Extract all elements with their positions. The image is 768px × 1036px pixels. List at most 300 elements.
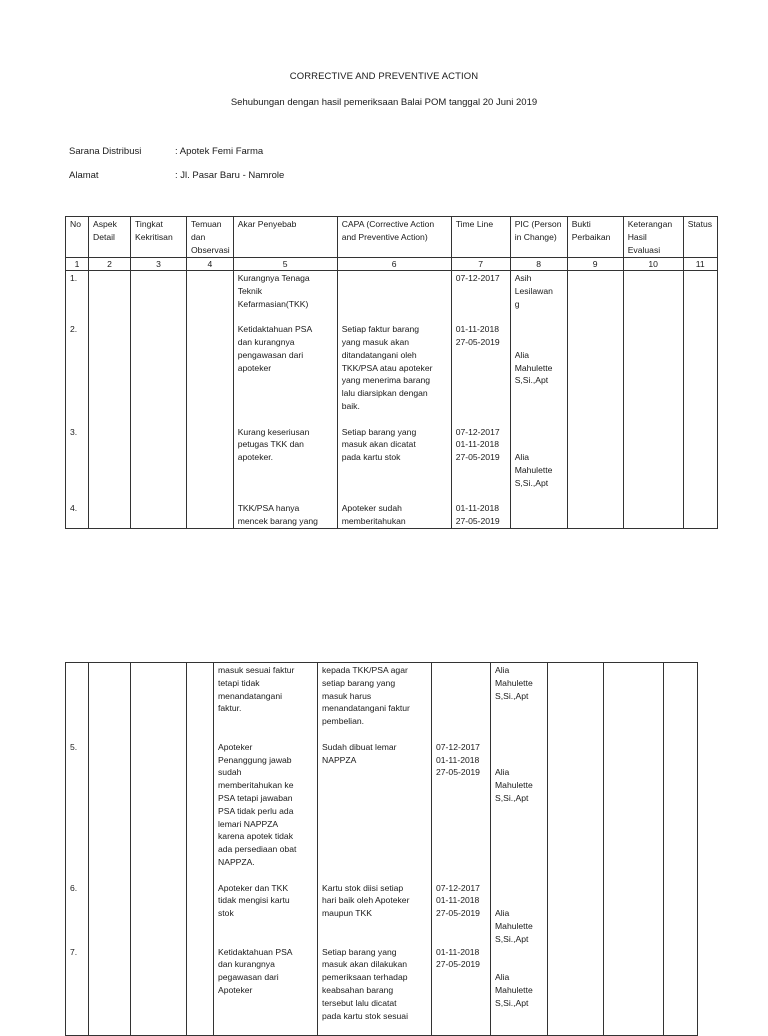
column-number: 10 <box>623 258 683 271</box>
header-cell: Keterangan Hasil Evaluasi <box>623 217 683 258</box>
cell-line: NAPPZA. <box>218 856 255 867</box>
cell-line <box>495 702 544 715</box>
cell-line <box>456 400 507 413</box>
header-cell: PIC (Person in Change) <box>510 217 567 258</box>
capa-table-page-1 <box>65 216 718 529</box>
cell-line <box>436 792 487 805</box>
cell-line <box>322 728 428 741</box>
cell-line: PSA tidak perlu ada <box>218 805 294 816</box>
document-title: CORRECTIVE AND PREVENTIVE ACTION <box>289 71 479 82</box>
cell-line <box>218 1010 314 1023</box>
cell-line <box>495 958 544 971</box>
cell-line <box>238 490 334 503</box>
cell-line <box>70 894 85 907</box>
table-row <box>66 663 698 1036</box>
cell-line <box>436 805 487 818</box>
cell-line: Kurang keseriusan <box>237 426 310 437</box>
cell-line <box>70 920 85 933</box>
cell-line: tersebut lalu dicatat <box>322 997 397 1008</box>
cell-line <box>322 843 428 856</box>
cell-line: Kefarmasian(TKK) <box>237 298 309 309</box>
cell-line <box>515 413 564 426</box>
document-subtitle: Sehubungan dengan hasil pemeriksaan Balai POM tanggal 20 Juni 2019 <box>230 97 538 108</box>
cell-line: hari baik oleh Apoteker <box>322 895 410 906</box>
bukti-cell <box>548 663 604 1036</box>
cell-line: S,Si.,Apt <box>514 375 549 386</box>
cell-line: pada kartu stok <box>341 452 401 463</box>
cell-line <box>495 818 544 831</box>
cell-line <box>238 413 334 426</box>
cell-line: dan kurangnya <box>218 959 275 970</box>
cell-line: Alia <box>495 972 510 983</box>
cell-line <box>218 920 314 933</box>
cell-line <box>238 387 334 400</box>
cell-line <box>436 984 487 997</box>
cell-line: masuk akan dilakukan <box>322 959 408 970</box>
column-number: 1 <box>66 258 89 271</box>
info-row-alamat <box>69 170 284 181</box>
cell-line: S,Si.,Apt <box>495 690 529 701</box>
cell-line: setiap barang yang <box>322 677 396 688</box>
cell-line <box>436 677 487 690</box>
bukti-cell <box>567 271 623 529</box>
cell-line <box>436 1010 487 1023</box>
cell-line <box>70 464 85 477</box>
cell-line <box>342 464 448 477</box>
cell-line: ditandatangani oleh <box>341 349 417 360</box>
cell-line <box>456 413 507 426</box>
cell-line <box>515 387 564 400</box>
cell-line <box>495 830 544 843</box>
cell-line: masuk harus <box>322 690 372 701</box>
cell-line <box>70 715 85 728</box>
cell-line <box>456 374 507 387</box>
column-number: 8 <box>510 258 567 271</box>
status-cell <box>664 663 698 1036</box>
cell-line: Alia <box>495 908 510 919</box>
cell-line: Apoteker dan TKK <box>218 882 289 893</box>
cell-line <box>70 477 85 490</box>
header-cell: Akar Penyebab <box>233 217 337 258</box>
cell-line <box>70 830 85 843</box>
cell-line <box>218 869 314 882</box>
cell-line <box>495 741 544 754</box>
cell-line <box>322 869 428 882</box>
cell-line <box>238 477 334 490</box>
cell-line <box>238 310 334 323</box>
cell-line <box>322 818 428 831</box>
cell-line <box>456 490 507 503</box>
cell-line: Apoteker <box>218 741 253 752</box>
cell-line <box>495 894 544 907</box>
column-number: 9 <box>567 258 623 271</box>
cell-line: Mahulette <box>514 464 553 475</box>
cell-line: mencek barang yang <box>237 516 318 527</box>
cell-line <box>218 1022 314 1035</box>
cell-line: Kurangnya Tenaga <box>237 273 310 283</box>
cell-line: baik. <box>341 400 360 411</box>
cell-line: yang masuk akan <box>341 336 410 347</box>
cell-line: 2. <box>70 324 78 335</box>
cell-line <box>70 907 85 920</box>
cell-line <box>495 1010 544 1023</box>
cell-line: pengawasan dari <box>237 349 304 360</box>
cell-line: lemari NAPPZA <box>218 818 279 829</box>
pic-cell <box>510 271 567 529</box>
cell-line <box>70 349 85 362</box>
cell-line <box>322 805 428 818</box>
cell-line <box>495 728 544 741</box>
cell-line <box>70 779 85 792</box>
column-number: 2 <box>89 258 131 271</box>
cell-line <box>436 843 487 856</box>
cell-line <box>70 1022 85 1035</box>
cell-line: 01-11-2018 <box>455 324 500 335</box>
cell-line: masuk sesuai faktur <box>218 665 295 675</box>
capa-table-page-2 <box>65 662 698 1036</box>
cell-line: 01-11-2018 <box>436 946 480 957</box>
cell-line <box>436 1022 487 1035</box>
header-cell: Aspek Detail <box>89 217 131 258</box>
cell-line <box>495 843 544 856</box>
cell-line <box>436 933 487 946</box>
cell-line <box>436 971 487 984</box>
capa-cell <box>318 663 432 1036</box>
cell-line: 5. <box>70 741 78 752</box>
cell-line <box>495 946 544 959</box>
cell-line: 4. <box>70 503 78 514</box>
cell-line <box>342 413 448 426</box>
cell-line <box>70 843 85 856</box>
cell-line: Apoteker sudah <box>341 503 402 514</box>
cell-line <box>436 664 487 677</box>
cell-line <box>70 400 85 413</box>
cell-line: Apoteker <box>218 984 253 995</box>
temuan-cell <box>187 271 234 529</box>
cell-line: g <box>514 298 520 309</box>
cell-line: 7. <box>70 946 78 957</box>
info-label: Sarana Distribusi <box>69 146 142 157</box>
cell-line <box>70 451 85 464</box>
cell-line: PSA tetapi jawaban <box>218 792 293 803</box>
cell-line: 27-05-2019 <box>455 336 500 347</box>
cell-line: 07-12-2017 <box>455 273 500 283</box>
cell-line <box>70 856 85 869</box>
cell-line <box>218 997 314 1010</box>
cell-line <box>436 818 487 831</box>
cell-line <box>456 362 507 375</box>
header-cell: Bukti Perbaikan <box>567 217 623 258</box>
cell-line <box>515 426 564 439</box>
cell-line: petugas TKK dan <box>237 439 304 450</box>
cell-line <box>322 779 428 792</box>
cell-line: TKK/PSA hanya <box>237 503 300 514</box>
table-row <box>66 271 718 529</box>
cell-line <box>70 754 85 767</box>
cell-line: kepada TKK/PSA agar <box>322 665 408 675</box>
cell-line <box>342 272 448 285</box>
cell-line: 07-12-2017 <box>436 741 480 752</box>
cell-line <box>70 387 85 400</box>
cell-line: Alia <box>495 665 510 675</box>
cell-line <box>342 298 448 311</box>
cell-line: faktur. <box>218 703 242 714</box>
cell-line <box>238 374 334 387</box>
cell-line <box>515 502 564 515</box>
cell-line: memberitahukan ke <box>218 780 294 791</box>
cell-line: stok <box>218 908 234 919</box>
cell-line <box>70 805 85 818</box>
cell-line <box>515 400 564 413</box>
cell-line <box>70 702 85 715</box>
cell-line: S,Si.,Apt <box>495 997 529 1008</box>
cell-line: Alia <box>495 767 510 778</box>
info-row-sarana <box>69 146 263 157</box>
cell-line <box>436 869 487 882</box>
cell-line <box>218 728 314 741</box>
cell-line <box>70 958 85 971</box>
cell-line: 3. <box>70 426 78 437</box>
akar-penyebab-cell <box>233 271 337 529</box>
header-cell: Temuan dan Observasi <box>187 217 234 258</box>
cell-line <box>456 310 507 323</box>
cell-line <box>70 336 85 349</box>
akar-penyebab-cell <box>214 663 318 1036</box>
cell-line <box>436 728 487 741</box>
cell-line: karena apotek tidak <box>218 831 294 842</box>
keterangan-cell <box>604 663 664 1036</box>
cell-line <box>70 285 85 298</box>
cell-line <box>495 869 544 882</box>
cell-line <box>70 374 85 387</box>
header-cell: Tingkat Kekritisan <box>131 217 187 258</box>
column-number: 7 <box>451 258 510 271</box>
cell-line <box>70 413 85 426</box>
column-number: 6 <box>337 258 451 271</box>
cell-line: 27-05-2019 <box>455 452 500 463</box>
cell-line <box>70 515 85 528</box>
cell-line: Mahulette <box>514 362 553 373</box>
cell-line: Ketidaktahuan PSA <box>237 324 313 335</box>
timeline-cell <box>451 271 510 529</box>
cell-line <box>70 766 85 779</box>
cell-line <box>70 310 85 323</box>
header-cell: Time Line <box>451 217 510 258</box>
cell-line: apoteker <box>237 362 272 373</box>
cell-line <box>515 438 564 451</box>
cell-line <box>436 779 487 792</box>
cell-line <box>70 677 85 690</box>
cell-line <box>436 715 487 728</box>
cell-line: 01-11-2018 <box>436 895 480 906</box>
status-cell <box>683 271 717 529</box>
cell-line: S,Si.,Apt <box>495 933 529 944</box>
cell-line <box>218 715 314 728</box>
cell-line <box>70 728 85 741</box>
cell-line: 01-11-2018 <box>455 439 500 450</box>
cell-line: 01-11-2018 <box>436 754 480 765</box>
cell-line <box>495 856 544 869</box>
no-cell <box>66 271 89 529</box>
cell-line: Penanggung jawab <box>218 754 292 765</box>
cell-line <box>70 818 85 831</box>
cell-line: Setiap barang yang <box>341 426 417 437</box>
cell-line <box>70 869 85 882</box>
cell-line <box>322 856 428 869</box>
header-cell: No <box>66 217 89 258</box>
cell-line <box>495 805 544 818</box>
cell-line <box>495 882 544 895</box>
cell-line: Mahulette <box>495 920 533 931</box>
cell-line <box>515 323 564 336</box>
cell-line <box>342 477 448 490</box>
cell-line: 01-11-2018 <box>455 503 500 514</box>
cell-line: S,Si.,Apt <box>495 792 529 803</box>
cell-line: tidak mengisi kartu <box>218 895 290 906</box>
cell-line <box>515 490 564 503</box>
cell-line <box>238 400 334 413</box>
cell-line <box>322 920 428 933</box>
info-value: : Jl. Pasar Baru - Namrole <box>175 170 285 181</box>
info-value: : Apotek Femi Farma <box>175 146 264 157</box>
cell-line <box>436 920 487 933</box>
capa-cell <box>337 271 451 529</box>
cell-line: Setiap barang yang <box>322 946 397 957</box>
cell-line: TKK/PSA atau apoteker <box>341 362 433 373</box>
cell-line: pembelian. <box>322 716 365 727</box>
cell-line: Teknik <box>237 285 263 296</box>
tingkat-cell <box>131 271 187 529</box>
cell-line: Ketidaktahuan PSA <box>218 946 293 957</box>
cell-line <box>342 490 448 503</box>
aspek-cell <box>89 663 131 1036</box>
cell-line <box>456 477 507 490</box>
cell-line <box>70 298 85 311</box>
cell-line: pada kartu stok sesuai <box>322 1010 408 1021</box>
cell-line: 1. <box>70 273 78 283</box>
cell-line <box>436 997 487 1010</box>
cell-line <box>238 464 334 477</box>
aspek-cell <box>89 271 131 529</box>
cell-line <box>456 285 507 298</box>
cell-line <box>495 715 544 728</box>
cell-line: menandatangani <box>218 690 283 701</box>
cell-line: yang menerima barang <box>341 375 431 386</box>
cell-line <box>515 515 564 528</box>
cell-line: dan kurangnya <box>237 336 295 347</box>
cell-line <box>70 490 85 503</box>
cell-line <box>70 362 85 375</box>
tingkat-cell <box>131 663 187 1036</box>
cell-line <box>436 830 487 843</box>
cell-line: 6. <box>70 882 78 893</box>
no-cell <box>66 663 89 1036</box>
table-header-row <box>66 217 718 258</box>
column-number: 4 <box>187 258 234 271</box>
cell-line: NAPPZA <box>322 754 357 765</box>
cell-line <box>70 438 85 451</box>
cell-line <box>342 310 448 323</box>
column-number-row <box>66 258 718 271</box>
cell-line: memberitahukan <box>341 516 406 527</box>
keterangan-cell <box>623 271 683 529</box>
cell-line <box>322 1022 428 1035</box>
cell-line <box>515 310 564 323</box>
header-cell: CAPA (Corrective Action and Preventive Action) <box>337 217 451 258</box>
cell-line <box>322 766 428 779</box>
cell-line <box>456 464 507 477</box>
cell-line: 27-05-2019 <box>436 767 480 778</box>
info-label: Alamat <box>69 170 99 181</box>
cell-line: S,Si.,Apt <box>514 477 549 488</box>
column-number: 11 <box>683 258 717 271</box>
cell-line: pemeriksaan terhadap <box>322 972 408 983</box>
cell-line: Kartu stok diisi setiap <box>322 882 404 893</box>
cell-line: pegawasan dari <box>218 972 279 983</box>
cell-line <box>436 856 487 869</box>
pic-cell <box>491 663 548 1036</box>
cell-line: 27-05-2019 <box>455 516 500 527</box>
cell-line <box>495 754 544 767</box>
cell-line <box>218 933 314 946</box>
cell-line <box>322 792 428 805</box>
cell-line <box>70 984 85 997</box>
cell-line <box>70 1010 85 1023</box>
cell-line: menandatangani faktur <box>322 703 410 714</box>
cell-line: lalu diarsipkan dengan <box>341 388 428 399</box>
cell-line <box>70 997 85 1010</box>
temuan-cell <box>187 663 214 1036</box>
cell-line: 27-05-2019 <box>436 959 480 970</box>
cell-line: maupun TKK <box>322 908 373 919</box>
cell-line: Mahulette <box>495 984 533 995</box>
cell-line <box>342 285 448 298</box>
cell-line: tetapi tidak <box>218 677 260 688</box>
cell-line: Mahulette <box>495 780 533 791</box>
cell-line <box>70 664 85 677</box>
cell-line: masuk akan dicatat <box>341 439 416 450</box>
cell-line: 27-05-2019 <box>436 908 480 919</box>
cell-line: keabsahan barang <box>322 984 394 995</box>
column-number: 5 <box>233 258 337 271</box>
cell-line <box>456 298 507 311</box>
cell-line <box>515 336 564 349</box>
header-cell: Status <box>683 217 717 258</box>
cell-line: apoteker. <box>237 452 274 463</box>
cell-line <box>70 933 85 946</box>
cell-line: Lesilawan <box>514 285 553 296</box>
cell-line <box>436 702 487 715</box>
cell-line <box>456 387 507 400</box>
cell-line <box>70 792 85 805</box>
cell-line: 07-12-2017 <box>436 882 480 893</box>
cell-line <box>456 349 507 362</box>
cell-line: Mahulette <box>495 677 533 688</box>
cell-line: Sudah dibuat lemar <box>322 741 397 752</box>
cell-line <box>70 690 85 703</box>
column-number: 3 <box>131 258 187 271</box>
cell-line: Setiap faktur barang <box>341 324 420 335</box>
cell-line: Alia <box>514 452 530 463</box>
cell-line: Alia <box>514 349 530 360</box>
cell-line <box>322 933 428 946</box>
cell-line <box>495 1022 544 1035</box>
cell-line <box>70 971 85 984</box>
cell-line: ada persediaan obat <box>218 844 297 855</box>
cell-line: Asih <box>514 273 532 283</box>
timeline-cell <box>432 663 491 1036</box>
cell-line: 07-12-2017 <box>455 426 500 437</box>
